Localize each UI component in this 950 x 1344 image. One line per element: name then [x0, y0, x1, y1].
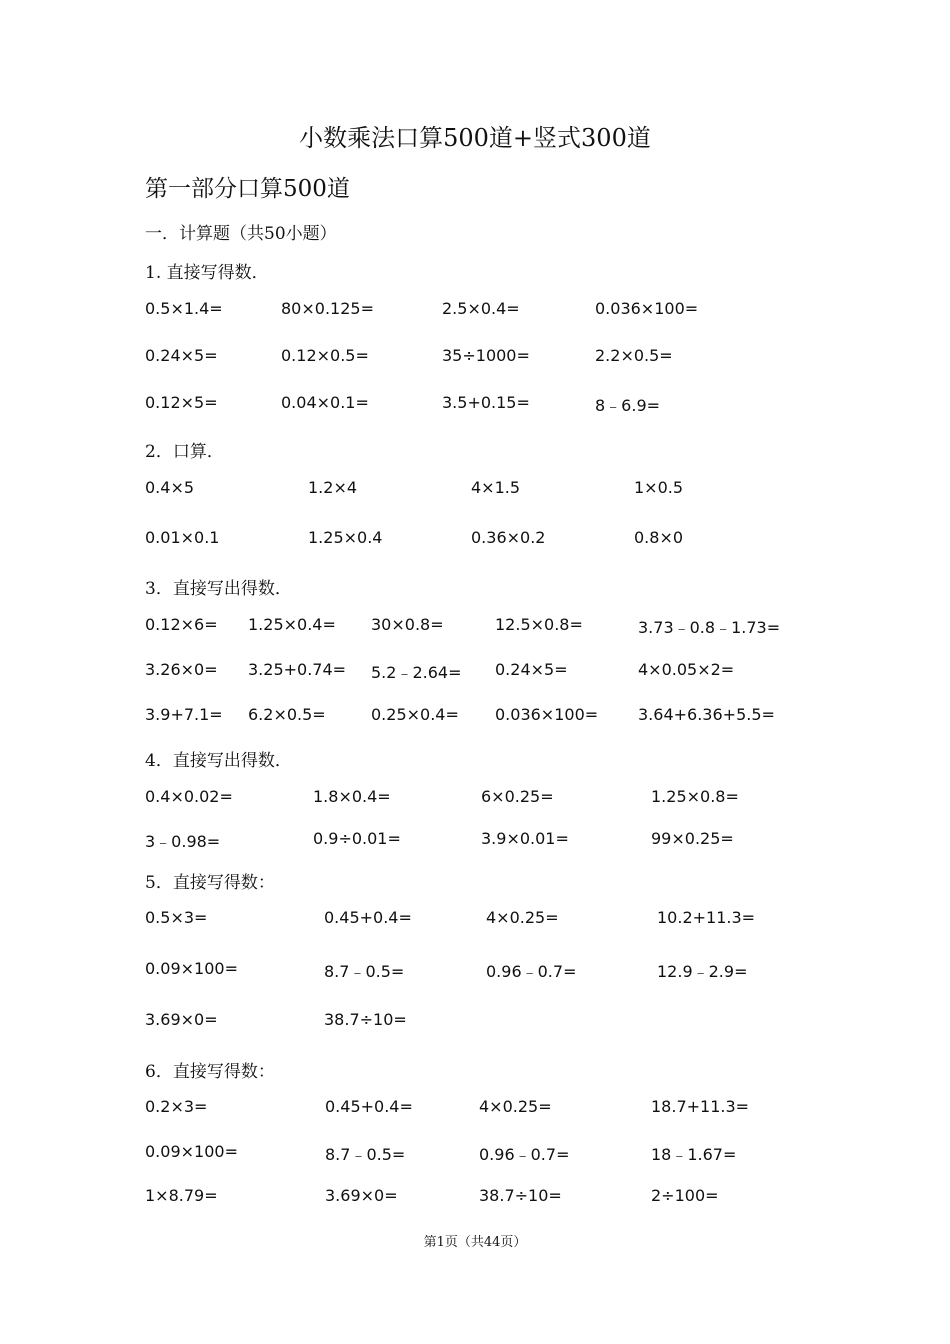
problem: 0.036×100=	[595, 299, 699, 318]
problem: 18﹣1.67=	[651, 1145, 737, 1164]
problem: 0.8×0	[634, 528, 684, 547]
problem: 8.7﹣0.5=	[324, 962, 405, 981]
problem: 0.09×100=	[145, 959, 238, 978]
problem: 8.7﹣0.5=	[325, 1145, 406, 1164]
problem: 0.5×3=	[145, 908, 208, 927]
problem: 3.73﹣0.8﹣1.73=	[638, 618, 781, 637]
problem: 3.5+0.15=	[442, 393, 530, 412]
problem: 0.9÷0.01=	[313, 829, 401, 848]
problem: 0.96﹣0.7=	[479, 1145, 570, 1164]
problem: 1.8×0.4=	[313, 787, 391, 806]
question-title: 2．口算．	[145, 442, 224, 462]
problem: 0.09×100=	[145, 1142, 238, 1161]
problem: 1.25×0.4	[308, 528, 383, 547]
problem: 3.64+6.36+5.5=	[638, 705, 775, 724]
problem: 38.7÷10=	[479, 1186, 562, 1205]
problem: 1.25×0.4=	[248, 615, 336, 634]
problem: 0.45+0.4=	[324, 908, 412, 927]
problem: 3﹣0.98=	[145, 832, 221, 851]
problem: 3.25+0.74=	[248, 660, 347, 679]
problem: 0.04×0.1=	[281, 393, 369, 412]
problem: 38.7÷10=	[324, 1010, 407, 1029]
problem: 0.25×0.4=	[371, 705, 459, 724]
problem: 0.36×0.2	[471, 528, 546, 547]
problem: 3.9+7.1=	[145, 705, 223, 724]
problem: 2÷100=	[651, 1186, 719, 1205]
problem: 0.45+0.4=	[325, 1097, 413, 1116]
problem: 4×0.05×2=	[638, 660, 735, 679]
problem: 18.7+11.3=	[651, 1097, 750, 1116]
problem: 4×0.25=	[486, 908, 559, 927]
problem: 12.5×0.8=	[495, 615, 583, 634]
question-title: 3．直接写出得数．	[145, 579, 292, 599]
problem: 1.2×4	[308, 478, 358, 497]
problem: 5.2﹣2.64=	[371, 663, 462, 682]
problem: 0.4×0.02=	[145, 787, 233, 806]
question-title: 5．直接写得数：	[145, 873, 275, 893]
problem: 3.69×0=	[325, 1186, 398, 1205]
problem: 6.2×0.5=	[248, 705, 326, 724]
part-title: 第一部分口算500道	[145, 176, 350, 202]
problem: 3.69×0=	[145, 1010, 218, 1029]
problem: 0.96﹣0.7=	[486, 962, 577, 981]
problem: 6×0.25=	[481, 787, 554, 806]
problem: 2.2×0.5=	[595, 346, 673, 365]
problem: 0.5×1.4=	[145, 299, 223, 318]
section-title: 一．计算题（共50小题）	[145, 224, 337, 244]
problem: 0.24×5=	[145, 346, 218, 365]
problem: 10.2+11.3=	[657, 908, 756, 927]
problem: 0.24×5=	[495, 660, 568, 679]
page-footer: 第1页（共44页）	[423, 1235, 527, 1250]
problem: 30×0.8=	[371, 615, 444, 634]
problem: 80×0.125=	[281, 299, 374, 318]
problem: 0.01×0.1	[145, 528, 220, 547]
problem: 4×0.25=	[479, 1097, 552, 1116]
problem: 99×0.25=	[651, 829, 734, 848]
problem: 2.5×0.4=	[442, 299, 520, 318]
problem: 1×8.79=	[145, 1186, 218, 1205]
problem: 0.12×5=	[145, 393, 218, 412]
problem: 0.12×0.5=	[281, 346, 369, 365]
problem: 35÷1000=	[442, 346, 530, 365]
question-title: 1. 直接写得数．	[145, 263, 269, 283]
problem: 4×1.5	[471, 478, 521, 497]
problem: 8﹣6.9=	[595, 396, 661, 415]
problem: 0.12×6=	[145, 615, 218, 634]
problem: 1×0.5	[634, 478, 684, 497]
question-title: 6．直接写得数：	[145, 1062, 275, 1082]
problem: 3.26×0=	[145, 660, 218, 679]
problem: 1.25×0.8=	[651, 787, 739, 806]
problem: 0.4×5	[145, 478, 195, 497]
problem: 0.2×3=	[145, 1097, 208, 1116]
question-title: 4．直接写出得数．	[145, 751, 292, 771]
problem: 12.9﹣2.9=	[657, 962, 748, 981]
problem: 3.9×0.01=	[481, 829, 569, 848]
problem: 0.036×100=	[495, 705, 599, 724]
document-title: 小数乘法口算500道+竖式300道	[299, 124, 651, 152]
